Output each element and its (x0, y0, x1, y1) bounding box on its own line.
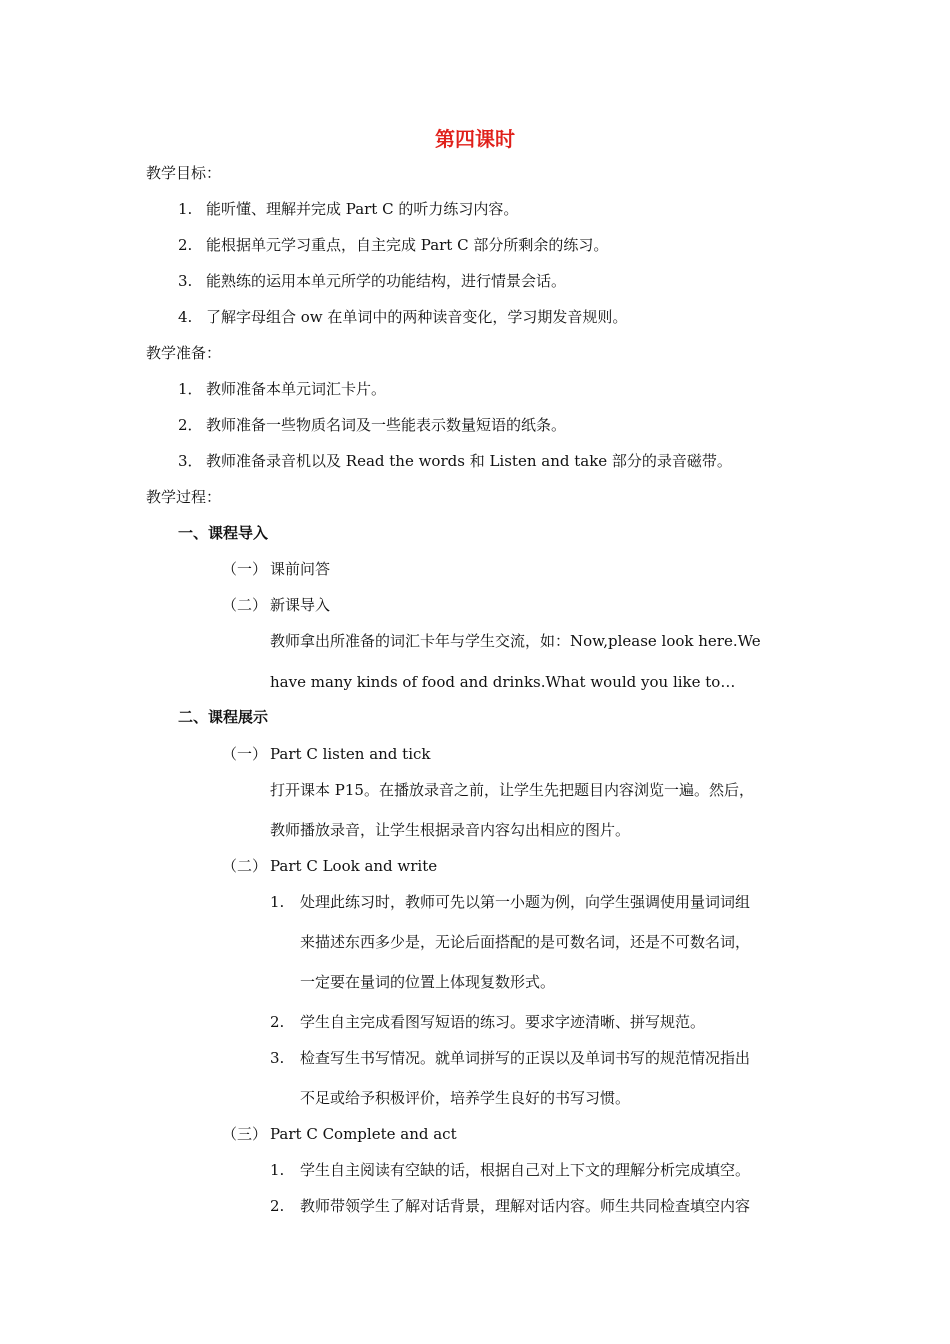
sub-2-item-3-line-1: 检查写生书写情况。就单词拼写的正误以及单词书写的规范情况指出 (300, 1049, 751, 1067)
sub-2-item-1-line-2: 来描述东西多少是，无论后面搭配的是可数名词，还是不可数名词， (300, 933, 751, 951)
sub-mark: （三） (222, 1125, 268, 1143)
item-text: 教师准备录音机以及 Read the words 和 Listen and take 部分的录音磁带。 (206, 452, 732, 470)
intro-paragraph-line-1: 教师拿出所准备的词汇卡年与学生交流，如：Now,please look here.We (270, 632, 761, 650)
sub-2-item-1-line-1: 处理此练习时，教师可先以第一小题为例，向学生强调使用量词词组 (300, 893, 751, 911)
sub-text: Part C Look and write (270, 857, 438, 875)
sub-mark: （一） (222, 745, 268, 763)
item-number: 1. (178, 200, 193, 218)
section-1-sub-2 (222, 595, 330, 615)
section-1-sub-1 (222, 559, 330, 579)
item-text: 能熟练的运用本单元所学的功能结构，进行情景会话。 (206, 272, 567, 290)
item-number: 4. (178, 308, 193, 326)
sub-2-item-2-number: 2. (270, 1013, 285, 1031)
section-2-title: 二、课程展示 (178, 708, 269, 726)
objectives-heading: 教学目标： (146, 164, 222, 182)
objective-item-2 (178, 235, 608, 255)
item-text: 能听懂、理解并完成 Part C 的听力练习内容。 (206, 200, 519, 218)
sub-mark: （二） (222, 857, 268, 875)
item-text: 教师准备本单元词汇卡片。 (206, 380, 387, 398)
sub-mark: （一） (222, 560, 268, 578)
sub-text: 课前问答 (270, 560, 331, 578)
preparation-item-3 (178, 451, 732, 471)
objective-item-3 (178, 271, 566, 291)
item-number: 2. (178, 236, 193, 254)
preparation-item-1 (178, 379, 386, 399)
sub-2-item-2-line-1: 学生自主完成看图写短语的练习。要求字迹清晰、拼写规范。 (300, 1013, 706, 1031)
sub-1-line-1: 打开课本 P15。在播放录音之前，让学生先把题目内容浏览一遍。然后， (270, 781, 754, 799)
sub-text: Part C Complete and act (270, 1125, 457, 1143)
preparation-item-2 (178, 415, 566, 435)
preparation-heading: 教学准备： (146, 344, 222, 362)
item-text: 能根据单元学习重点，自主完成 Part C 部分所剩余的练习。 (206, 236, 609, 254)
item-number: 2． (178, 416, 203, 434)
sub-3-item-2-number: 2. (270, 1197, 285, 1215)
sub-text: Part C listen and tick (270, 745, 431, 763)
section-2-sub-1 (222, 744, 431, 764)
sub-2-item-1-number: 1. (270, 893, 285, 911)
sub-mark: （二） (222, 596, 268, 614)
sub-2-item-3-number: 3. (270, 1049, 285, 1067)
sub-3-item-1-line-1: 学生自主阅读有空缺的话，根据自己对上下文的理解分析完成填空。 (300, 1161, 751, 1179)
item-number: 3． (178, 452, 203, 470)
section-2-sub-2 (222, 856, 437, 876)
objective-item-1 (178, 199, 518, 219)
page-title: 第四课时 (435, 127, 515, 151)
objective-item-4 (178, 307, 627, 327)
item-text: 了解字母组合 ow 在单词中的两种读音变化，学习期发音规则。 (206, 308, 628, 326)
intro-paragraph-line-2: have many kinds of food and drinks.What would you like to… (270, 673, 736, 691)
sub-3-item-2-line-1: 教师带领学生了解对话背景，理解对话内容。师生共同检查填空内容 (300, 1197, 751, 1215)
section-2-sub-3 (222, 1124, 457, 1144)
item-text: 教师准备一些物质名词及一些能表示数量短语的纸条。 (206, 416, 567, 434)
sub-3-item-1-number: 1. (270, 1161, 285, 1179)
sub-2-item-3-line-2: 不足或给予积极评价，培养学生良好的书写习惯。 (300, 1089, 631, 1107)
item-number: 3. (178, 272, 193, 290)
process-heading: 教学过程： (146, 488, 222, 506)
item-number: 1． (178, 380, 203, 398)
sub-1-line-2: 教师播放录音，让学生根据录音内容勾出相应的图片。 (270, 821, 631, 839)
sub-text: 新课导入 (270, 596, 331, 614)
section-1-title: 一、课程导入 (178, 524, 269, 542)
sub-2-item-1-line-3: 一定要在量词的位置上体现复数形式。 (300, 973, 556, 991)
